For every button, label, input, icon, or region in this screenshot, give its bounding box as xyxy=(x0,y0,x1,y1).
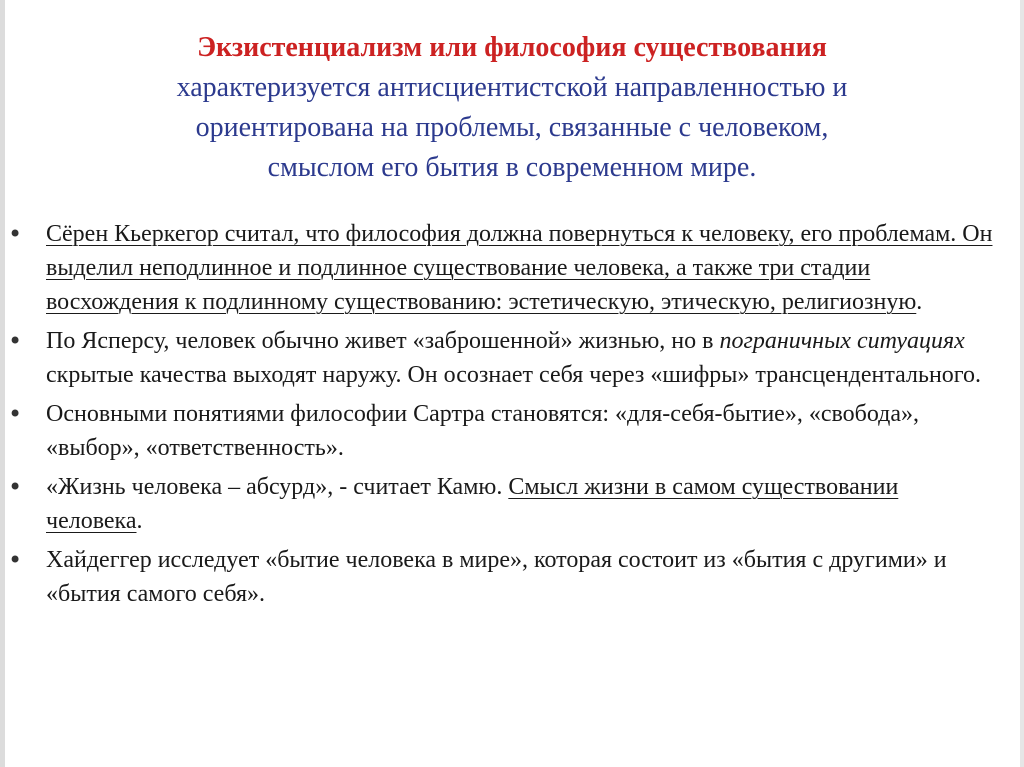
jaspers-text-end: скрытые качества выходят наружу. Он осознает себя через «шифры» трансцендентального. xyxy=(46,362,982,388)
bullet-marker: • xyxy=(8,400,23,428)
bullet-kierkegaard xyxy=(0,217,1024,319)
kierkegaard-text: Сёрен Кьеркегор считал, что философия должна повернуться к человеку, его проблемам. Он выделил неподлинное и подлинное существование человека, а также три стадии восхождения к подлинному существованию: эстетическую, этическую, религиозную xyxy=(46,221,993,315)
camus-period: . xyxy=(136,508,143,534)
bullet-marker: • xyxy=(8,546,23,574)
camus-underlined: Смысл жизни в самом существовании человека xyxy=(46,474,899,534)
bullet-marker: • xyxy=(8,473,23,501)
camus-text-start: «Жизнь человека – абсурд», - считает Камю. xyxy=(46,474,509,500)
header-line-2: ориентирована на проблемы, связанные с человеком, xyxy=(195,112,829,143)
slide-header xyxy=(60,28,964,188)
bullet-marker: • xyxy=(8,220,23,248)
bullet-jaspers xyxy=(0,324,1024,392)
jaspers-text-start: По Ясперсу, человек обычно живет «заброшенной» жизнью, но в xyxy=(46,328,720,354)
bullet-heidegger xyxy=(0,543,1024,611)
kierkegaard-period: . xyxy=(916,289,923,315)
bullet-sartre xyxy=(0,397,1024,465)
bullet-marker: • xyxy=(8,327,23,355)
sartre-text: Основными понятиями философии Сартра становятся: «для-себя-бытие», «свобода», «выбор», «ответственность». xyxy=(46,401,920,461)
jaspers-italic: пограничных ситуациях xyxy=(719,328,965,354)
header-line-1: характеризуется антисциентистской направленностью и xyxy=(176,72,848,103)
slide-title: Экзистенциализм или философия существования xyxy=(197,32,827,63)
bullet-list xyxy=(0,217,1024,616)
heidegger-text: Хайдеггер исследует «бытие человека в мире», которая состоит из «бытия с другими» и «бытия самого себя». xyxy=(46,547,947,607)
bullet-camus xyxy=(0,470,1024,538)
header-line-3: смыслом его бытия в современном мире. xyxy=(267,152,757,183)
